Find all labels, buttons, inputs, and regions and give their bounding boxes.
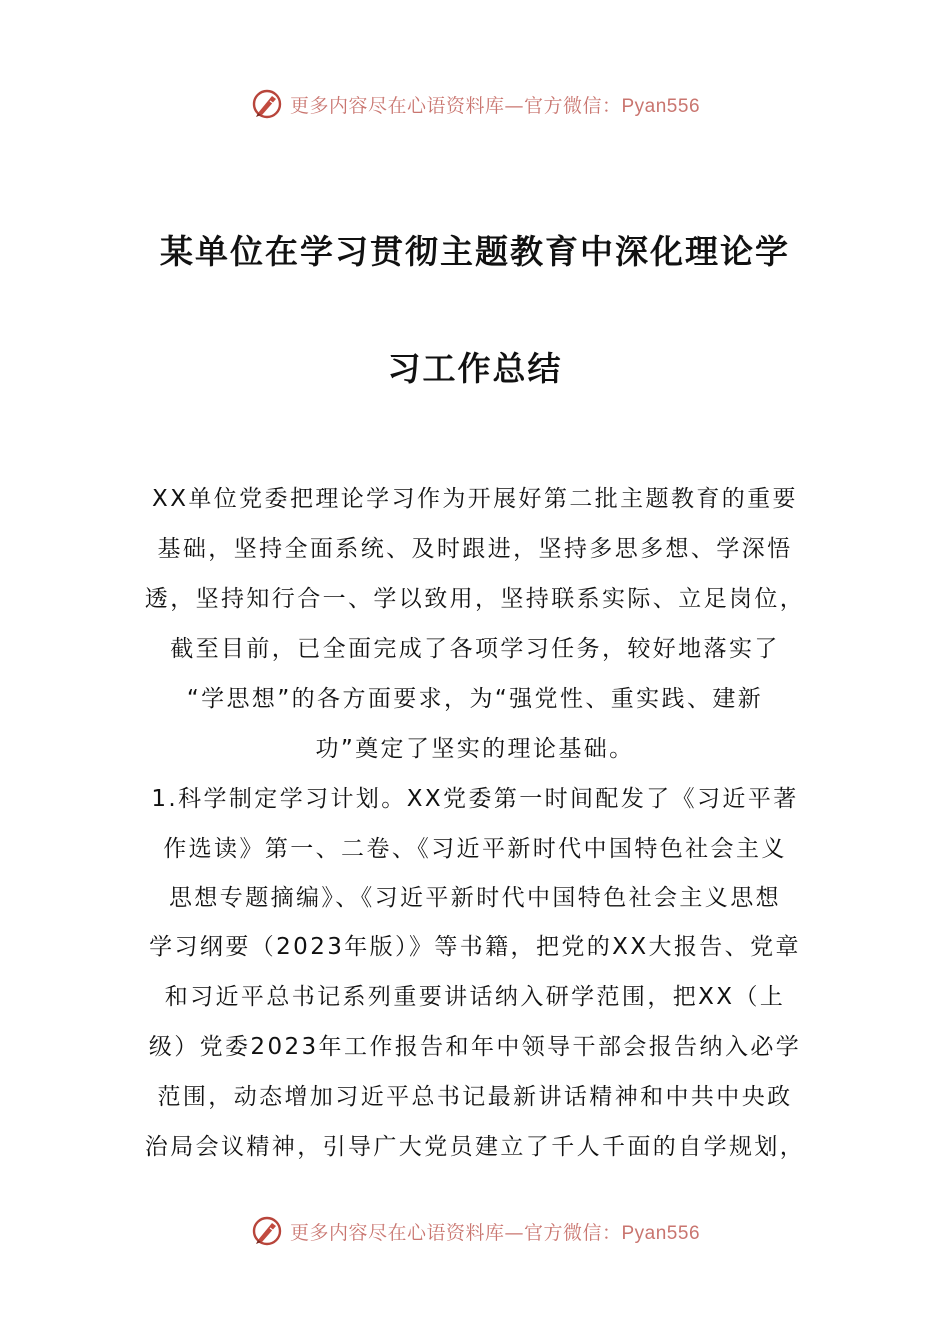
body-line: 作选读》第一、二卷、《习近平新时代中国特色社会主义 bbox=[163, 836, 787, 862]
document-title-line-1: 某单位在学习贯彻主题教育中深化理论学 bbox=[160, 232, 790, 271]
body-line: 1.科学制定学习计划。XX党委第一时间配发了《习近平著 bbox=[151, 786, 799, 812]
watermark-text: 更多内容尽在心语资料库—官方微信：Pyan556 bbox=[289, 1221, 701, 1244]
body-line: 范围，动态增加习近平总书记最新讲话精神和中共中央政 bbox=[157, 1084, 793, 1110]
body-line: 治局会议精神，引导广大党员建立了千人千面的自学规划， bbox=[144, 1134, 806, 1160]
body-line: 截至目前，已全面完成了各项学习任务，较好地落实了 bbox=[170, 636, 780, 662]
body-line: 和习近平总书记系列重要讲话纳入研学范围，把XX（上 bbox=[164, 984, 786, 1010]
body-line: 思想专题摘编》、《习近平新时代中国特色社会主义思想 bbox=[169, 885, 781, 911]
watermark-header bbox=[0, 84, 950, 124]
body-line: 功”奠定了坚实的理论基础。 bbox=[315, 736, 635, 762]
body-line: 基础，坚持全面系统、及时跟进，坚持多思多想、学深悟 bbox=[157, 536, 793, 562]
body-line: 级）党委2023年工作报告和年中领导干部会报告纳入必学 bbox=[148, 1034, 802, 1060]
pen-logo-icon bbox=[250, 87, 284, 121]
watermark-footer bbox=[0, 1211, 950, 1251]
document-title-line-2: 习工作总结 bbox=[387, 349, 563, 388]
body-line: 透，坚持知行合一、学以致用，坚持联系实际、立足岗位， bbox=[144, 586, 806, 612]
body-line: 学习纲要（2023年版）》等书籍，把党的XX大报告、党章 bbox=[149, 934, 801, 960]
body-line: “学思想”的各方面要求，为“强党性、重实践、建新 bbox=[186, 686, 764, 712]
watermark-text: 更多内容尽在心语资料库—官方微信：Pyan556 bbox=[289, 94, 701, 117]
pen-logo-icon bbox=[250, 1214, 284, 1248]
body-line: XX单位党委把理论学习作为开展好第二批主题教育的重要 bbox=[152, 486, 798, 512]
